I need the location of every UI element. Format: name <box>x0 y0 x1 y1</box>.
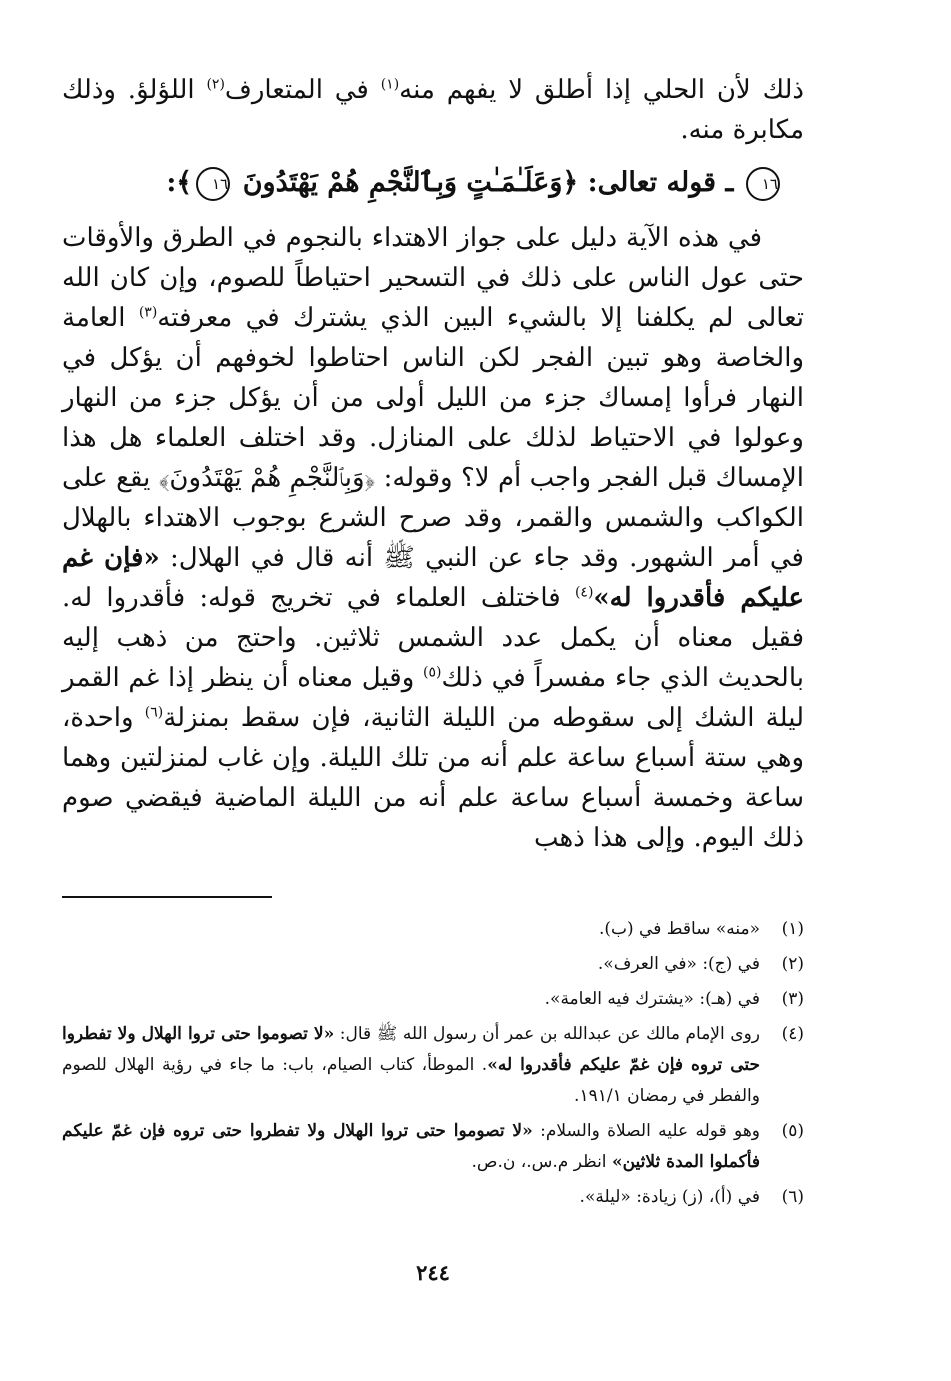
footnote-ref-2[interactable]: (٢) <box>206 76 225 93</box>
body-text: العامة والخاصة وهو تبين الفجر لكن الناس احتاطوا لخوفهم أن يؤكل في النهار فرأوا إمساك جزء من الليل أولى من أن يؤكل جزء من النهار وعولوا في الاحتياط لذلك على المنازل. وقد اختلف العلماء هل هذا الإمساك قبل الفجر واجب أم لا؟ وقوله: ﴿وَبِٱلنَّجْمِ هُمْ يَهْتَدُونَ﴾ يقع على الكواكب والشمس والقمر، وقد صرح الشرع بوجوب الاهتداء بالهلال في أمر الشهور. وقد جاء عن النبي ﷺ أنه قال في الهلال: <box>62 303 804 573</box>
commentary-paragraph <box>62 218 804 858</box>
footnote-number: (٢) <box>781 954 804 974</box>
footnote-hadith-quote: «لا تصوموا حتى تروا الهلال ولا تفطروا حتى تروه فإن غمّ عليكم فأقدروا له» <box>62 1024 761 1075</box>
footnote-ref-6[interactable]: (٦) <box>144 704 164 721</box>
book-page <box>62 70 804 1330</box>
footnote-number: (٦) <box>781 1187 804 1207</box>
body-text: في هذه الآية دليل على جواز الاهتداء بالنجوم في الطرق والأوقات حتى عول الناس على ذلك في التسحير احتياطاً للصوم، وإن كان الله تعالى لم يكلفنا إلا بالشيء البين الذي يشترك في معرفته <box>62 223 805 333</box>
footnote-item <box>62 984 804 1015</box>
footnote-text-part: انظر م.س.، ن.ص. <box>471 1152 612 1172</box>
footnote-item <box>62 1019 804 1112</box>
footnote-text: في (ج): «في العرف». <box>597 954 760 974</box>
footnote-separator <box>62 896 272 898</box>
footnote-item <box>62 1116 804 1178</box>
body-text: واحدة، وهي ستة أسباع ساعة علم أنه من تلك الليلة. وإن غاب لمنزلتين وهما ساعة وخمسة أسباع ساعة علم أنه من الليلة الماضية فيقضي صوم ذلك اليوم. وإلى هذا ذهب <box>62 703 804 853</box>
footnote-text-part: . الموطأ، كتاب الصيام، باب: ما جاء في رؤية الهلال للصوم والفطر في رمضان ١٩١/١. <box>62 1055 760 1106</box>
ayah-number-marker: ١٦ <box>746 167 780 201</box>
body-text: فاختلف العلماء في تخريج قوله: فأقدروا له. فقيل معناه أن يكمل عدد الشمس ثلاثين. واحتج من ذهب إليه بالحديث الذي جاء مفسراً في ذلك <box>62 583 804 693</box>
footnote-item <box>62 914 804 945</box>
body-text: وقيل معناه أن ينظر إذا غم القمر ليلة الشك إلى سقوطه من الليلة الثانية، فإن سقط بمنزلة <box>62 663 804 733</box>
footnote-ref-4[interactable]: (٤) <box>574 584 594 601</box>
footnote-number: (٥) <box>781 1121 804 1141</box>
verse-close: ﴾: <box>166 167 193 198</box>
footnote-ref-3[interactable]: (٣) <box>138 304 158 321</box>
verse-heading <box>62 162 804 204</box>
footnote-text-part: وهو قوله عليه الصلاة والسلام: <box>532 1121 760 1141</box>
intro-text: اللؤلؤ. وذلك مكابرة منه. <box>62 75 804 145</box>
footnote-text-part: روى الإمام مالك عن عبدالله بن عمر أن رسول الله ﷺ قال: <box>334 1024 760 1044</box>
footnote-ref-1[interactable]: (١) <box>380 76 400 93</box>
intro-text: في المتعارف <box>224 75 381 105</box>
footnote-hadith-quote: «لا تصوموا حتى تروا الهلال ولا تفطروا حتى تروه فإن غمّ عليكم فأكملوا المدة ثلاثين» <box>62 1121 760 1172</box>
main-text <box>62 70 804 858</box>
footnote-text <box>62 1116 760 1178</box>
page-number: ٢٤٤ <box>416 1260 450 1285</box>
heading-lead: ـ قوله تعالى: <box>578 167 734 198</box>
footnote-ref-5[interactable]: (٥) <box>423 664 442 681</box>
footnote-text: في (أ)، (ز) زيادة: «ليلة». <box>579 1187 760 1207</box>
footnote-item <box>62 949 804 980</box>
footnote-number: (٤) <box>781 1024 804 1044</box>
footnote-number: (٣) <box>781 989 804 1009</box>
ayah-number-marker: ١٦ <box>196 167 230 201</box>
footnote-item <box>62 1182 804 1213</box>
footnote-text: «منه» ساقط في (ب). <box>598 919 760 939</box>
intro-paragraph <box>62 70 804 150</box>
hadith-quote: «فإن غم عليكم فأقدروا له» <box>62 543 804 613</box>
footnotes-list <box>62 914 804 1213</box>
intro-text: ذلك لأن الحلي إذا أطلق لا يفهم منه <box>399 75 805 105</box>
footnote-text: في (هـ): «يشترك فيه العامة». <box>544 989 760 1009</box>
quran-verse: ﴿وَعَلَـٰمَـٰتٍ وَبِٱلنَّجْمِ هُمْ يَهْتَدُونَ <box>242 167 579 198</box>
footnote-text <box>62 1019 760 1112</box>
footnote-number: (١) <box>781 919 804 939</box>
